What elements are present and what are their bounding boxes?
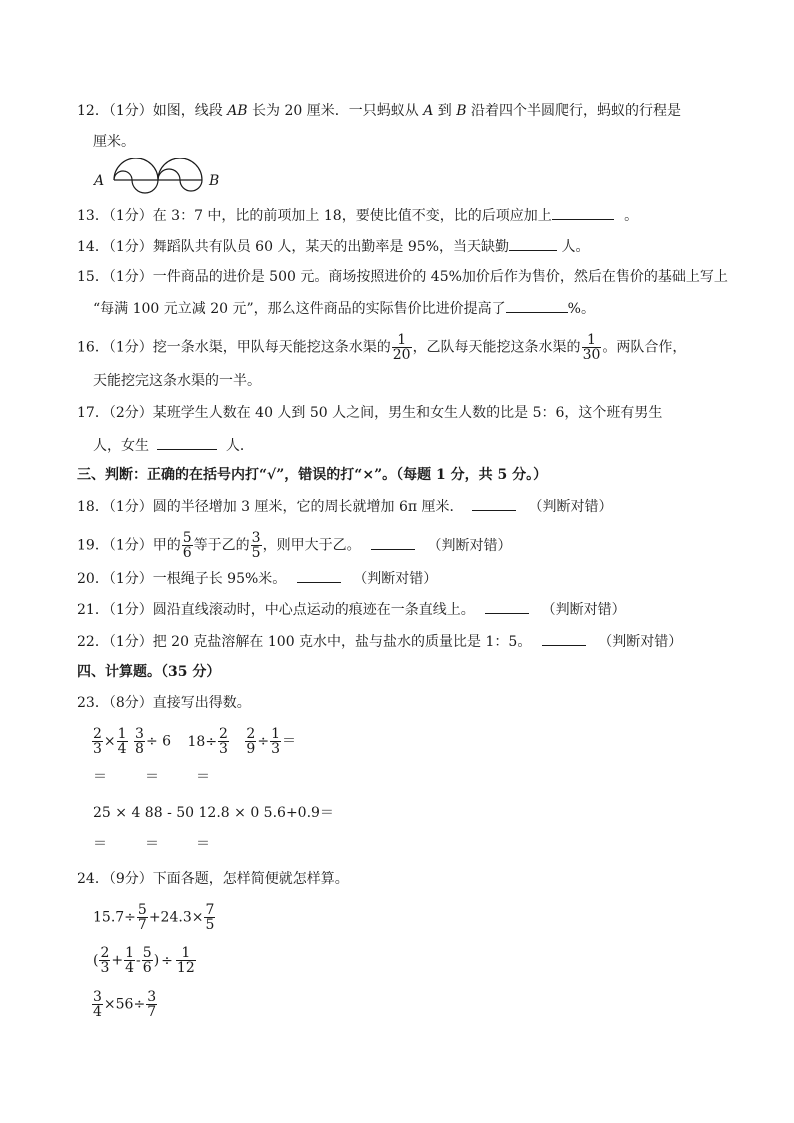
question-14 [77, 236, 589, 257]
operator: ＝ [282, 733, 296, 750]
answer-blank[interactable] [552, 205, 614, 220]
q16-text3: 。两队合作， [602, 339, 687, 356]
denominator: 12 [176, 960, 195, 976]
question-13 [77, 205, 638, 226]
figure-label-b: B [209, 173, 220, 189]
operator: ÷ 6 [145, 733, 172, 750]
denominator: 3 [271, 741, 280, 757]
judge-tag: （判断对错） [598, 634, 683, 650]
answer-blank[interactable] [297, 568, 341, 583]
fraction [582, 333, 602, 362]
operator: × [103, 733, 116, 750]
numerator: 2 [100, 945, 110, 961]
denominator: 8 [135, 741, 144, 757]
question-22 [77, 631, 682, 652]
q15-end: %。 [567, 301, 595, 317]
question-24: 24．（9分）下面各题，怎样简便就怎样算。 [77, 871, 349, 887]
numerator: 7 [205, 902, 215, 918]
q12-b: B [456, 103, 467, 119]
question-15: 15．（1分）一件商品的进价是 500 元。商场按照进价的 45%加价后作为售价，然后在售价的基础上写上 [77, 269, 728, 285]
expression-text: +24.3× [148, 909, 204, 926]
fraction [99, 946, 110, 975]
paren: ( [93, 952, 99, 969]
answer-blank[interactable] [506, 298, 568, 313]
numerator: 3 [93, 989, 102, 1005]
judge-tag: （判断对错） [528, 499, 613, 515]
equals-sign: ＝ [93, 836, 107, 852]
numerator: 5 [182, 530, 192, 546]
q20-text: 20．（1分）一根绳子长 95%米。 [77, 571, 287, 587]
figure-label-a: A [94, 173, 105, 189]
section-3-title: 三、判断：正确的在括号内打“√”，错误的打“×”。（每题 1 分，共 5 分。） [77, 467, 548, 483]
fraction [134, 727, 145, 756]
q14-text: 14．（1分）舞蹈队共有队员 60 人，某天的出勤率是 95%，当天缺勤 [77, 239, 510, 255]
q17-line2 [93, 435, 254, 456]
operator: ÷ [161, 952, 173, 969]
numerator: 1 [271, 726, 280, 742]
equals-sign: ＝ [93, 769, 107, 785]
q19-text3: ，则甲大于乙。 [262, 537, 361, 554]
q16-text: 16．（1分）挖一条水渠，甲队每天能挖这条水渠的 [77, 339, 391, 356]
operator: + [111, 952, 124, 969]
q24-expr2 [93, 946, 197, 975]
denominator: 7 [147, 1004, 157, 1020]
q12-text3: 到 [437, 103, 452, 119]
denominator: 20 [392, 347, 411, 363]
fraction [137, 903, 148, 932]
denominator: 5 [205, 917, 215, 933]
numerator: 1 [176, 946, 196, 961]
fraction [245, 727, 256, 756]
judge-tag: （判断对错） [427, 537, 512, 554]
question-18 [77, 496, 612, 517]
fraction [392, 333, 412, 362]
section-4-title: 四、计算题。（35 分） [77, 664, 221, 680]
numerator: 2 [246, 726, 256, 742]
question-17: 17．（2分）某班学生人数在 40 人到 50 人之间，男生和女生人数的比是 5：6，这个班有男生 [77, 405, 663, 421]
question-23: 23．（8分）直接写出得数。 [77, 695, 251, 711]
denominator: 6 [182, 545, 192, 561]
answer-blank[interactable] [485, 599, 529, 614]
numerator: 5 [142, 945, 152, 961]
q12-text: 12．（1分）如图，线段 [77, 103, 223, 119]
question-21 [77, 599, 626, 620]
denominator: 4 [125, 960, 135, 976]
question-12 [77, 101, 681, 121]
fraction [92, 727, 103, 756]
denominator: 3 [219, 741, 228, 757]
denominator: 6 [142, 960, 152, 976]
q24-expr1 [93, 903, 216, 932]
q12-ab: AB [227, 103, 248, 119]
answer-blank[interactable] [371, 535, 415, 550]
q16-line2: 天能挖完这条水渠的一半。 [93, 373, 261, 389]
numerator: 2 [93, 726, 102, 742]
q12-line2: 厘米。 [93, 134, 135, 150]
paren: ) [153, 952, 160, 969]
question-16 [77, 333, 686, 362]
q22-text: 22．（1分）把 20 克盐溶解在 100 克水中，盐与盐水的质量比是 1：5。 [77, 634, 532, 650]
q23-row1 [91, 727, 296, 756]
q17-text: 人，女生 [93, 438, 149, 454]
question-20 [77, 568, 437, 589]
fraction [176, 946, 196, 975]
q15-text: “每满 100 元立减 20 元”，那么这件商品的实际售价比进价提高了 [93, 301, 506, 317]
numerator: 3 [251, 530, 261, 546]
q12-text4: 沿着四个半圆爬行，蚂蚁的行程是 [471, 103, 681, 119]
fraction [124, 946, 135, 975]
fraction [92, 990, 103, 1019]
q13-text: 13．（1分）在 3：7 中，比的前项加上 18，要使比值不变，比的后项应加上 [77, 208, 552, 224]
fraction [218, 727, 229, 756]
numerator: 2 [219, 726, 228, 742]
q17-end: 人． [225, 438, 254, 454]
judge-tag: （判断对错） [541, 602, 626, 618]
denominator: 9 [246, 741, 256, 757]
expression-text: 15.7÷ [93, 909, 136, 926]
q19-text2: 等于乙的 [193, 537, 250, 554]
denominator: 5 [251, 545, 261, 561]
q14-end: 人。 [561, 239, 590, 255]
fraction [251, 531, 262, 560]
q18-text: 18．（1分）圆的半径增加 3 厘米，它的周长就增加 6π 厘米． [77, 499, 464, 515]
q13-end: 。 [624, 208, 639, 224]
fraction [270, 727, 281, 756]
denominator: 30 [582, 347, 601, 363]
answer-blank[interactable] [157, 435, 217, 450]
fraction [182, 531, 193, 560]
q16-text2: ，乙队每天能挖这条水渠的 [412, 339, 581, 356]
question-19 [77, 531, 511, 560]
q12-text2: 长为 20 厘米．一只蚂蚁从 [252, 103, 419, 119]
denominator: 3 [93, 741, 102, 757]
expression-text: ×56÷ [103, 996, 146, 1013]
q19-text: 19．（1分）甲的 [77, 537, 181, 554]
numerator: 3 [135, 726, 144, 742]
equals-sign: ＝ [145, 769, 159, 785]
numerator: 3 [147, 989, 157, 1005]
fraction [142, 946, 153, 975]
numerator: 5 [137, 902, 147, 918]
numerator: 1 [392, 333, 412, 348]
denominator: 4 [117, 741, 127, 757]
equals-sign: ＝ [196, 769, 210, 785]
numerator: 1 [582, 333, 602, 348]
equals-sign: ＝ [145, 836, 159, 852]
equals-sign: ＝ [196, 836, 210, 852]
operator: ÷ [257, 733, 270, 750]
q23-row2: 25 × 4 88 - 50 12.8 × 0 5.6+0.9＝ [93, 805, 334, 821]
q15-line2 [93, 298, 595, 319]
fraction [146, 990, 157, 1019]
operator: - [136, 952, 141, 969]
denominator: 7 [137, 917, 147, 933]
numerator: 1 [117, 726, 127, 742]
denominator: 4 [93, 1004, 102, 1020]
q21-text: 21．（1分）圆沿直线滚动时，中心点运动的痕迹在一条直线上。 [77, 602, 475, 618]
judge-tag: （判断对错） [353, 571, 438, 587]
semicircle-figure [108, 158, 208, 198]
answer-blank[interactable] [472, 496, 516, 511]
fraction [204, 903, 215, 932]
fraction [117, 727, 128, 756]
answer-blank[interactable] [509, 236, 557, 251]
q12-a: A [423, 103, 434, 119]
denominator: 3 [100, 960, 110, 976]
expression-text: 18÷ [187, 733, 218, 750]
q24-expr3 [91, 990, 158, 1019]
numerator: 1 [125, 945, 135, 961]
answer-blank[interactable] [542, 631, 586, 646]
